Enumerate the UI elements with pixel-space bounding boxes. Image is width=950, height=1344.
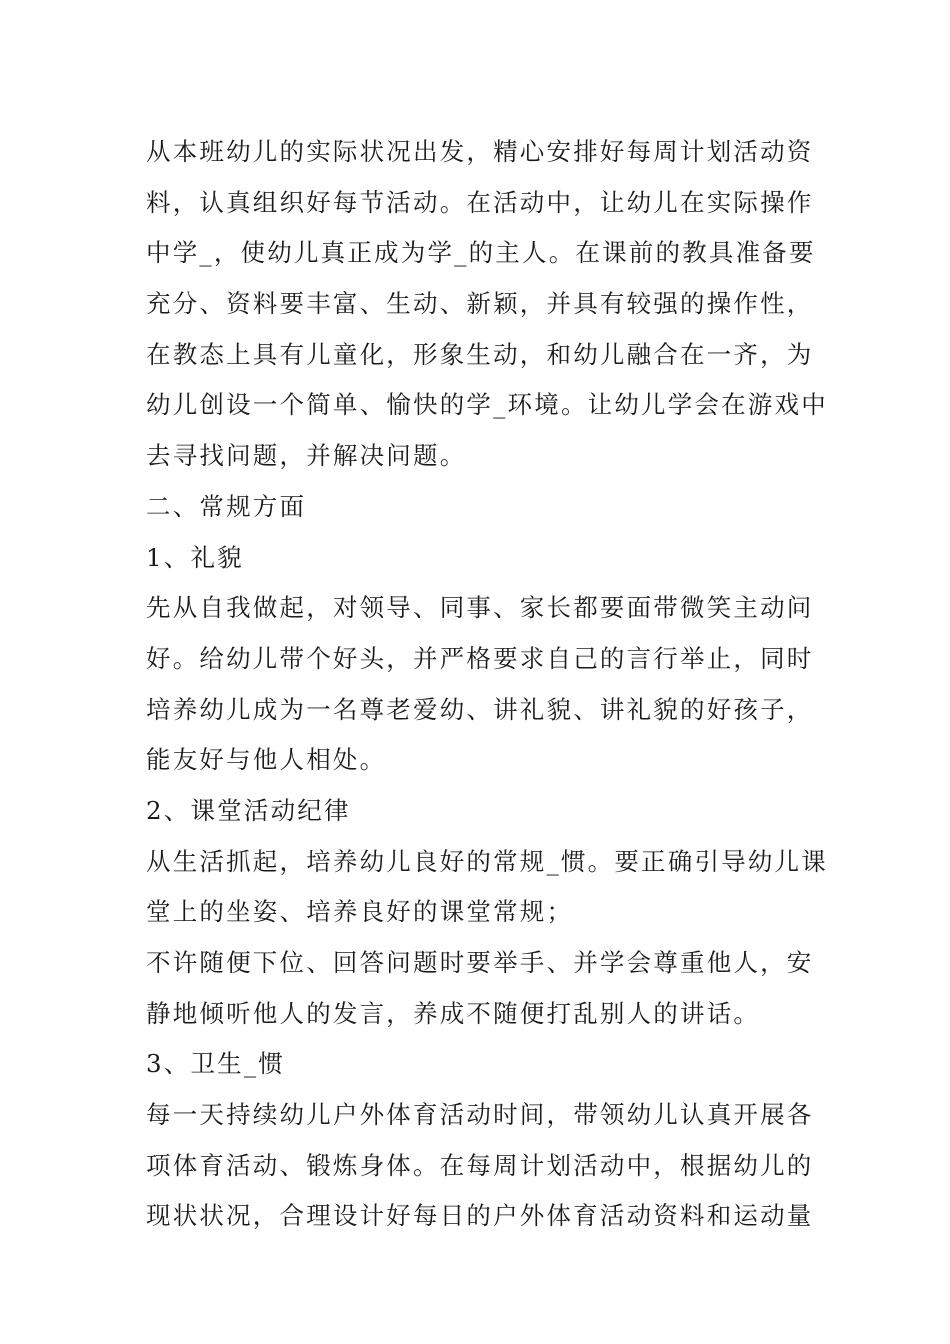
paragraph-line: 在教态上具有儿童化，形象生动，和幼儿融合在一齐，为 bbox=[146, 339, 814, 369]
paragraph-line: 料，认真组织好每节活动。在活动中，让幼儿在实际操作 bbox=[146, 187, 814, 217]
paragraph-line: 从本班幼儿的实际状况出发，精心安排好每周计划活动资 bbox=[146, 137, 814, 166]
paragraph-line: 去寻找问题，并解决问题。 bbox=[146, 441, 467, 471]
subsection-heading: 2、课堂活动纪律 bbox=[146, 795, 351, 825]
paragraph-line: 静地倾听他人的发言，养成不随便打乱别人的讲话。 bbox=[146, 998, 761, 1028]
paragraph-line: 幼儿创设一个简单、愉快的学_环境。让幼儿学会在游戏中 bbox=[146, 390, 828, 420]
paragraph-line: 堂上的坐姿、培养良好的课堂常规； bbox=[146, 897, 574, 927]
section-heading: 二、常规方面 bbox=[146, 491, 307, 521]
paragraph-line: 每一天持续幼儿户外体育活动时间，带领幼儿认真开展各 bbox=[146, 1100, 814, 1130]
subsection-heading: 3、卫生_惯 bbox=[146, 1049, 286, 1079]
paragraph-line: 项体育活动、锻炼身体。在每周计划活动中，根据幼儿的 bbox=[146, 1150, 814, 1180]
paragraph-line: 先从自我做起，对领导、同事、家长都要面带微笑主动问 bbox=[146, 593, 814, 623]
paragraph-line: 充分、资料要丰富、生动、新颖，并具有较强的操作性， bbox=[146, 289, 814, 319]
paragraph-line: 现状状况，合理设计好每日的户外体育活动资料和运动量 bbox=[146, 1201, 814, 1231]
paragraph-line: 能友好与他人相处。 bbox=[146, 745, 387, 775]
paragraph-line: 中学_，使幼儿真正成为学_的主人。在课前的教具准备要 bbox=[146, 238, 816, 268]
paragraph-line: 培养幼儿成为一名尊老爱幼、讲礼貌、讲礼貌的好孩子， bbox=[146, 694, 814, 724]
paragraph-line: 不许随便下位、回答问题时要举手、并学会尊重他人，安 bbox=[146, 948, 814, 977]
paragraph-line: 从生活抓起，培养幼儿良好的常规_惯。要正确引导幼儿课 bbox=[146, 846, 828, 876]
subsection-heading: 1、礼貌 bbox=[146, 542, 244, 572]
document-body bbox=[146, 127, 828, 1242]
paragraph-line: 好。给幼儿带个好头，并严格要求自己的言行举止，同时 bbox=[146, 643, 814, 673]
